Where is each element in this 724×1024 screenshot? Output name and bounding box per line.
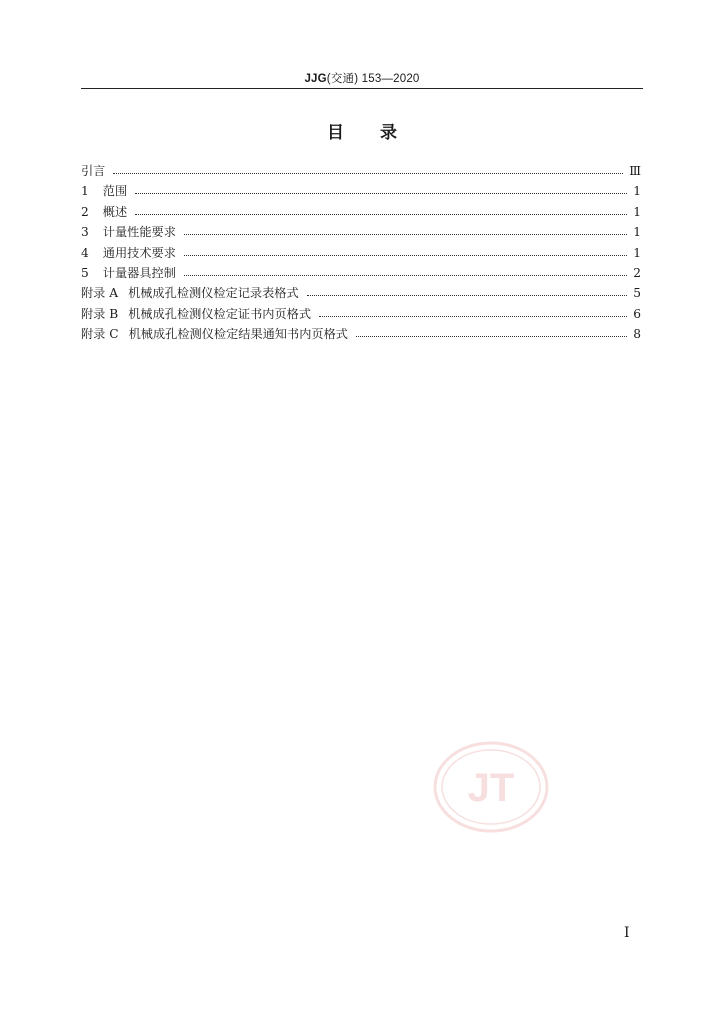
toc-entry-text: 机械成孔检测仪检定证书内页格式 <box>128 306 312 321</box>
svg-text:JT: JT <box>467 766 515 810</box>
toc-entry-label <box>81 304 319 324</box>
toc-entry-page: 1 <box>633 204 641 219</box>
toc-entry-general-technical-requirements[interactable] <box>81 243 641 263</box>
toc-entry-number: 附录 A <box>81 286 119 301</box>
toc-entry-page: Ⅲ <box>629 164 641 178</box>
toc-entry-number: 2 <box>81 204 89 219</box>
toc-entry-text: 引言 <box>81 164 106 178</box>
document-code <box>0 70 724 86</box>
page-number: I <box>624 925 630 941</box>
toc-dot-leader <box>356 335 627 337</box>
toc-entry-instrument-control[interactable] <box>81 263 641 283</box>
toc-entry-label <box>81 181 135 201</box>
toc-dot-leader <box>135 192 627 194</box>
document-code-number: (交通) 153—2020 <box>326 73 420 85</box>
toc-entry-page: 1 <box>633 245 641 260</box>
toc-entry-number: 附录 B <box>81 306 119 321</box>
toc-entry-text: 计量器具控制 <box>102 265 176 280</box>
toc-dot-leader <box>135 213 627 215</box>
header-divider <box>81 88 643 89</box>
toc-entry-appendix-a[interactable] <box>81 283 641 303</box>
toc-dot-leader <box>307 294 627 296</box>
jt-watermark-logo <box>432 740 550 834</box>
toc-entry-text: 通用技术要求 <box>102 245 176 260</box>
toc-entry-page: 1 <box>633 184 641 199</box>
toc-entry-appendix-c[interactable] <box>81 324 641 344</box>
toc-entry-number: 3 <box>81 225 89 240</box>
toc-entry-page: 8 <box>633 327 641 342</box>
toc-entry-page: 6 <box>633 306 641 321</box>
toc-entry-number: 5 <box>81 265 89 280</box>
toc-title: 目录 <box>327 123 433 143</box>
toc-entry-page: 2 <box>633 265 641 280</box>
toc-entry-appendix-b[interactable] <box>81 304 641 324</box>
toc-entry-text: 计量性能要求 <box>102 225 176 240</box>
toc-entry-page: 5 <box>633 286 641 301</box>
toc-entry-label <box>81 222 184 242</box>
toc-entry-text: 机械成孔检测仪检定结果通知书内页格式 <box>128 327 348 342</box>
toc-dot-leader <box>319 315 627 317</box>
toc-entry-label <box>81 161 113 181</box>
jt-logo-icon <box>432 740 550 834</box>
toc-list <box>81 161 641 345</box>
toc-entry-overview[interactable] <box>81 202 641 222</box>
toc-entry-label <box>81 324 356 344</box>
toc-dot-leader <box>184 274 627 276</box>
toc-entry-page: 1 <box>633 225 641 240</box>
toc-dot-leader <box>184 233 627 235</box>
toc-entry-number: 1 <box>81 184 89 199</box>
toc-entry-text: 概述 <box>102 204 128 219</box>
toc-entry-number: 附录 C <box>81 327 119 342</box>
toc-dot-leader <box>113 172 623 174</box>
toc-dot-leader <box>184 254 627 256</box>
toc-entry-scope[interactable] <box>81 181 641 201</box>
toc-entry-number: 4 <box>81 245 89 260</box>
toc-entry-label <box>81 243 184 263</box>
toc-entry-text: 机械成孔检测仪检定记录表格式 <box>128 286 299 301</box>
toc-entry-foreword[interactable] <box>81 161 641 181</box>
toc-entry-label <box>81 283 307 303</box>
document-code-prefix: JJG <box>304 73 327 85</box>
toc-entry-label <box>81 263 184 283</box>
toc-entry-label <box>81 202 135 222</box>
toc-entry-text: 范围 <box>102 184 128 199</box>
toc-entry-metrological-requirements[interactable] <box>81 222 641 242</box>
